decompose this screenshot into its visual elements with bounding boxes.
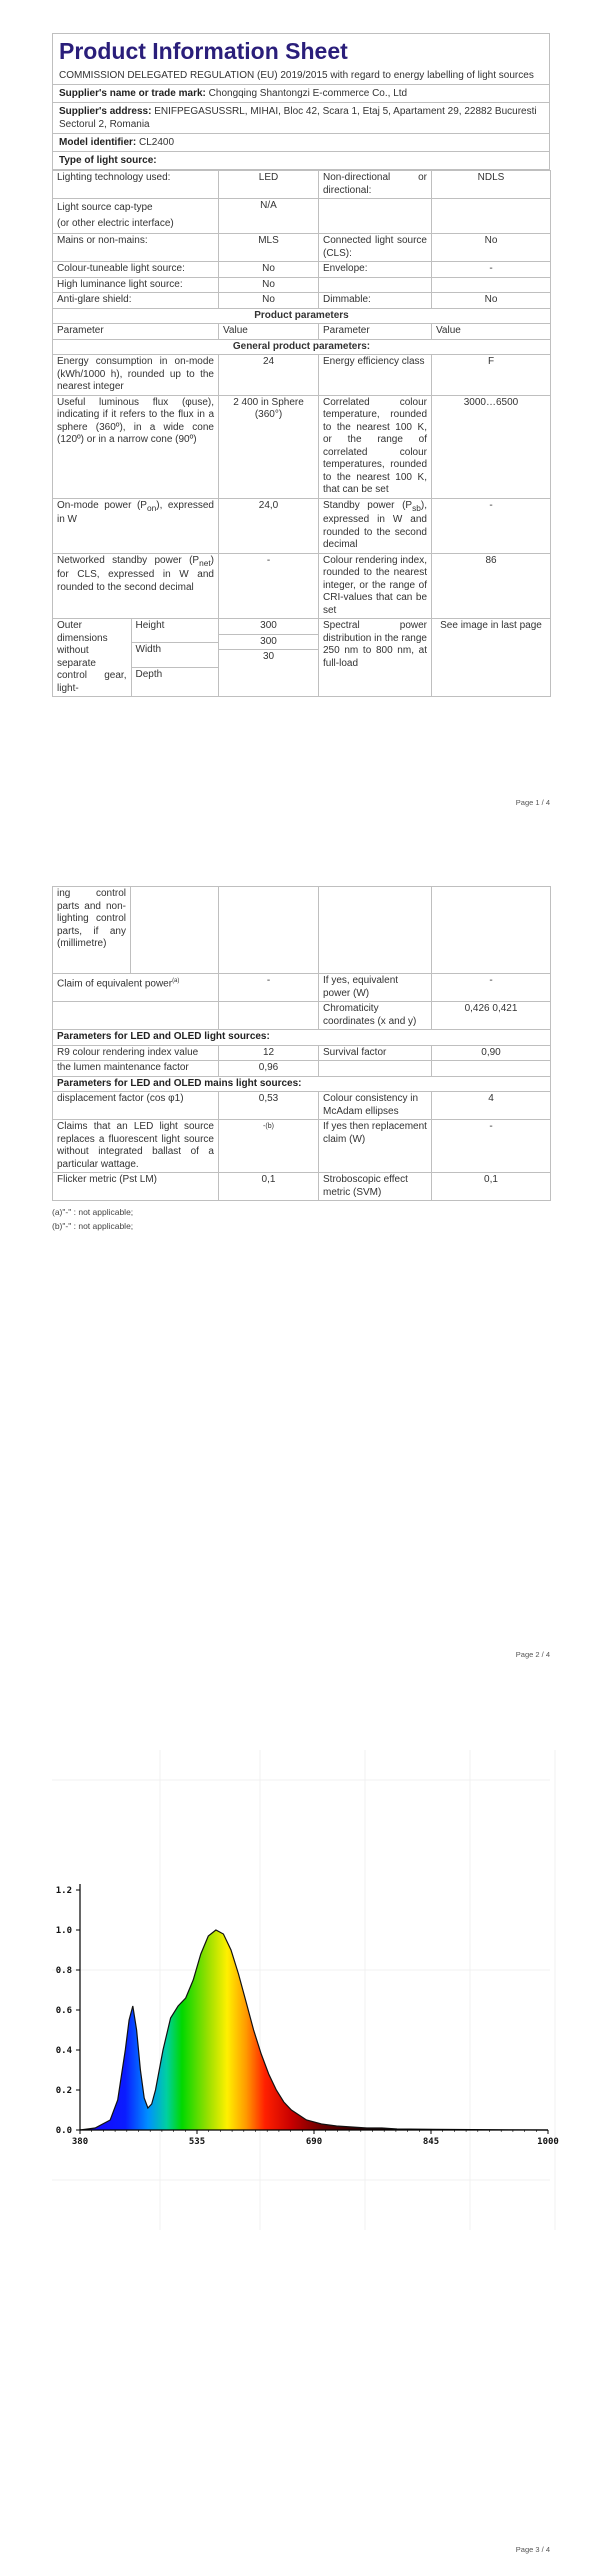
info-sheet [52, 33, 550, 697]
param-label: Colour-tuneable light source: [53, 262, 219, 278]
product-table-continued [52, 886, 551, 1201]
table-row [53, 619, 551, 697]
param-label: Flicker metric (Pst LM) [53, 1173, 219, 1201]
width-label: Width [131, 643, 218, 668]
page-3 [0, 1720, 603, 2560]
table-row [53, 498, 551, 553]
empty-cell [219, 1002, 319, 1030]
param-value: 0,1 [432, 1173, 551, 1201]
param-label: Colour consistency in McAdam ellipses [319, 1092, 432, 1120]
page-number: Page 1 / 4 [515, 798, 550, 807]
footnote-a: (a)"-" : not applicable; [52, 1207, 134, 1217]
empty-cell [432, 199, 551, 234]
param-label [53, 974, 219, 1002]
table-row [53, 293, 551, 309]
dimensions-subtable [53, 619, 218, 696]
dimensions-label-continued: ing control parts and non-lighting control parts, if any (millimetre) [53, 887, 131, 974]
type-row [52, 152, 550, 170]
width-value: 300 [219, 635, 318, 651]
supplier-address-row [52, 103, 550, 134]
table-row [53, 1120, 551, 1173]
y-tick-label: 0.2 [55, 2086, 72, 2096]
empty-cell [131, 887, 219, 974]
param-value: No [219, 262, 319, 278]
label-part: ), expressed in W [57, 499, 214, 525]
x-tick-label: 845 [422, 2137, 440, 2147]
dimensions-label: Outer dimensions without separate control gear, light- [53, 619, 131, 696]
column-header: Value [219, 324, 319, 340]
param-value: - [432, 498, 551, 553]
section-header-row [53, 308, 551, 324]
param-label: Spectral power distribution in the range 250 nm to 800 nm, at full-load [319, 619, 432, 697]
led-parameters-header: Parameters for LED and OLED light sources: [53, 1030, 551, 1046]
param-label [53, 553, 219, 619]
spectral-power-chart [0, 1720, 603, 2360]
general-parameters-header: General product parameters: [53, 339, 551, 355]
claim-label: Claim of equivalent power [57, 978, 173, 990]
param-value: 86 [432, 553, 551, 619]
section-header-row [53, 339, 551, 355]
param-value: - [432, 262, 551, 278]
y-tick-label: 0.8 [55, 1966, 72, 1976]
depth-value: 30 [262, 651, 275, 662]
param-value: 2 400 in Sphere (360°) [219, 395, 319, 498]
empty-cell [319, 887, 432, 974]
param-value: 4 [432, 1092, 551, 1120]
param-value: 0,1 [219, 1173, 319, 1201]
label-part: Networked standby power (P [57, 554, 200, 566]
table-row [53, 1092, 551, 1120]
param-value: See image in last page [432, 619, 551, 697]
param-value: - [432, 974, 551, 1002]
table-row [53, 974, 551, 1002]
param-value: N/A [219, 199, 319, 234]
param-value: 12 [219, 1045, 319, 1061]
table-row [53, 234, 551, 262]
param-value: 0,426 0,421 [432, 1002, 551, 1030]
empty-cell [219, 887, 319, 974]
table-row [53, 887, 551, 974]
dimensions-cell [53, 619, 219, 697]
mains-parameters-header: Parameters for LED and OLED mains light sources: [53, 1076, 551, 1092]
param-value: 0,90 [432, 1045, 551, 1061]
param-label: R9 colour rendering index value [53, 1045, 219, 1061]
param-label: Lighting technology used: [53, 171, 219, 199]
page-1 [0, 0, 603, 820]
param-label: If yes then replacement claim (W) [319, 1120, 432, 1173]
supplier-address: ENIFPEGASUSSRL, MIHAI, Bloc 42, Scara 1, Etaj 5, Apartament 29, 22882 Bucuresti Sectorul 2, Romania [59, 106, 537, 130]
param-label: If yes, equivalent power (W) [319, 974, 432, 1002]
param-label: Energy efficiency class [319, 355, 432, 396]
param-value: No [432, 293, 551, 309]
param-label: Survival factor [319, 1045, 432, 1061]
model-identifier: CL2400 [139, 137, 175, 148]
label-part: ) for CLS, expressed in W and rounded to the second decimal [57, 554, 214, 593]
section-header-row [53, 1076, 551, 1092]
column-header: Parameter [319, 324, 432, 340]
cap-type-label: Light source cap-type [57, 202, 153, 213]
page-title: Product Information Sheet [52, 33, 550, 67]
param-label: Mains or non-mains: [53, 234, 219, 262]
type-label: Type of light source: [59, 155, 157, 166]
x-tick-label: 1000 [537, 2137, 559, 2147]
product-table [52, 170, 551, 697]
label-part: ), expressed in W and rounded to the second decimal [323, 499, 427, 550]
param-label: Correlated colour temperature, rounded to the nearest 100 K, or the range of correlated colour temperatures, rounded to the nearest 100 K, that can be set [319, 395, 432, 498]
param-label: Non-directional or directional: [319, 171, 432, 199]
table-row [53, 277, 551, 293]
table-row [53, 355, 551, 396]
empty-cell [319, 1061, 432, 1077]
column-header-row [53, 324, 551, 340]
param-value: 0,53 [219, 1092, 319, 1120]
faint-grid [52, 1750, 555, 2230]
param-value: No [432, 234, 551, 262]
info-sheet-continued [52, 886, 550, 1233]
column-header: Value [432, 324, 551, 340]
table-row [53, 395, 551, 498]
label-subscript: on [146, 502, 157, 513]
y-tick-label: 1.0 [55, 1926, 72, 1936]
table-row [53, 1002, 551, 1030]
param-value: LED [219, 171, 319, 199]
table-row [53, 171, 551, 199]
param-value: - [219, 553, 319, 619]
table-row [53, 553, 551, 619]
y-tick-label: 0.6 [55, 2006, 72, 2016]
param-label: Colour rendering index, rounded to the nearest integer, or the range of CRI-values that can be set [319, 553, 432, 619]
y-tick-label: 1.2 [55, 1886, 72, 1896]
supplier-name: Chongqing Shantongzi E-commerce Co., Ltd [208, 88, 408, 99]
param-label: Dimmable: [319, 293, 432, 309]
param-value: 3000…6500 [432, 395, 551, 498]
supplier-name-row [52, 85, 550, 103]
product-parameters-header: Product parameters [53, 308, 551, 324]
height-label: Height [131, 619, 218, 643]
spectrum-area [80, 1890, 548, 2130]
table-row [53, 262, 551, 278]
param-label: the lumen maintenance factor [53, 1061, 219, 1077]
param-label: Connected light source (CLS): [319, 234, 432, 262]
param-label: High luminance light source: [53, 277, 219, 293]
y-tick-label: 0.0 [55, 2126, 72, 2136]
footnote-ref: (a) [172, 978, 180, 984]
param-label [53, 199, 219, 234]
param-label [53, 498, 219, 553]
x-tick-label: 690 [305, 2137, 323, 2147]
page-number: Page 2 / 4 [515, 1650, 550, 1659]
empty-cell [432, 1061, 551, 1077]
cap-type-sublabel: (or other electric interface) [57, 218, 174, 229]
model-row [52, 134, 550, 152]
table-row [53, 1045, 551, 1061]
param-label: Anti-glare shield: [53, 293, 219, 309]
page-number: Page 3 / 4 [515, 2545, 550, 2554]
label-part: On-mode power (P [57, 499, 147, 511]
section-header-row [53, 1030, 551, 1046]
regulation-text: COMMISSION DELEGATED REGULATION (EU) 2019/2015 with regard to energy labelling of light sources [52, 67, 550, 85]
model-label: Model identifier: [59, 137, 137, 148]
table-row [53, 1061, 551, 1077]
param-value: No [219, 293, 319, 309]
param-value: -(b) [219, 1120, 319, 1173]
param-value: 0,96 [219, 1061, 319, 1077]
param-label: Envelope: [319, 262, 432, 278]
column-header: Parameter [53, 324, 219, 340]
label-part: Standby power (P [323, 499, 413, 511]
label-subscript: net [199, 557, 211, 568]
empty-cell [432, 887, 551, 974]
param-value: 24 [219, 355, 319, 396]
param-value: - [432, 1120, 551, 1173]
param-label [319, 498, 432, 553]
page-2 [0, 880, 603, 1680]
param-value: - [219, 974, 319, 1002]
spectrum-line [80, 1930, 548, 2130]
param-label: displacement factor (cos φ1) [53, 1092, 219, 1120]
x-tick-label: 535 [188, 2137, 206, 2147]
label-subscript: sb [412, 502, 421, 513]
table-row [53, 199, 551, 234]
param-label: Stroboscopic effect metric (SVM) [319, 1173, 432, 1201]
param-label: Claims that an LED light source replaces a fluorescent light source without integrated ballast of a particular wattage. [53, 1120, 219, 1173]
empty-cell [53, 1002, 219, 1030]
dimensions-values-cell [219, 619, 319, 697]
param-label: Chromaticity coordinates (x and y) [319, 1002, 432, 1030]
x-tick-label: 380 [71, 2137, 89, 2147]
param-value: No [219, 277, 319, 293]
height-value: 300 [219, 619, 318, 635]
footnote-b: (b)"-" : not applicable; [52, 1221, 134, 1231]
table-row [53, 1173, 551, 1201]
empty-cell [432, 277, 551, 293]
param-value: NDLS [432, 171, 551, 199]
empty-cell [319, 277, 432, 293]
param-value: F [432, 355, 551, 396]
param-value: 24,0 [219, 498, 319, 553]
depth-label: Depth [135, 669, 163, 680]
supplier-address-label: Supplier's address: [59, 106, 152, 117]
param-label: Useful luminous flux (φuse), indicating if it refers to the flux in a sphere (360º), in a wide cone (120º) or in a narrow cone (90º) [53, 395, 219, 498]
supplier-name-label: Supplier's name or trade mark: [59, 88, 206, 99]
empty-cell [319, 199, 432, 234]
y-tick-label: 0.4 [55, 2046, 72, 2056]
param-value: MLS [219, 234, 319, 262]
param-label: Energy consumption in on-mode (kWh/1000 h), rounded up to the nearest integer [53, 355, 219, 396]
